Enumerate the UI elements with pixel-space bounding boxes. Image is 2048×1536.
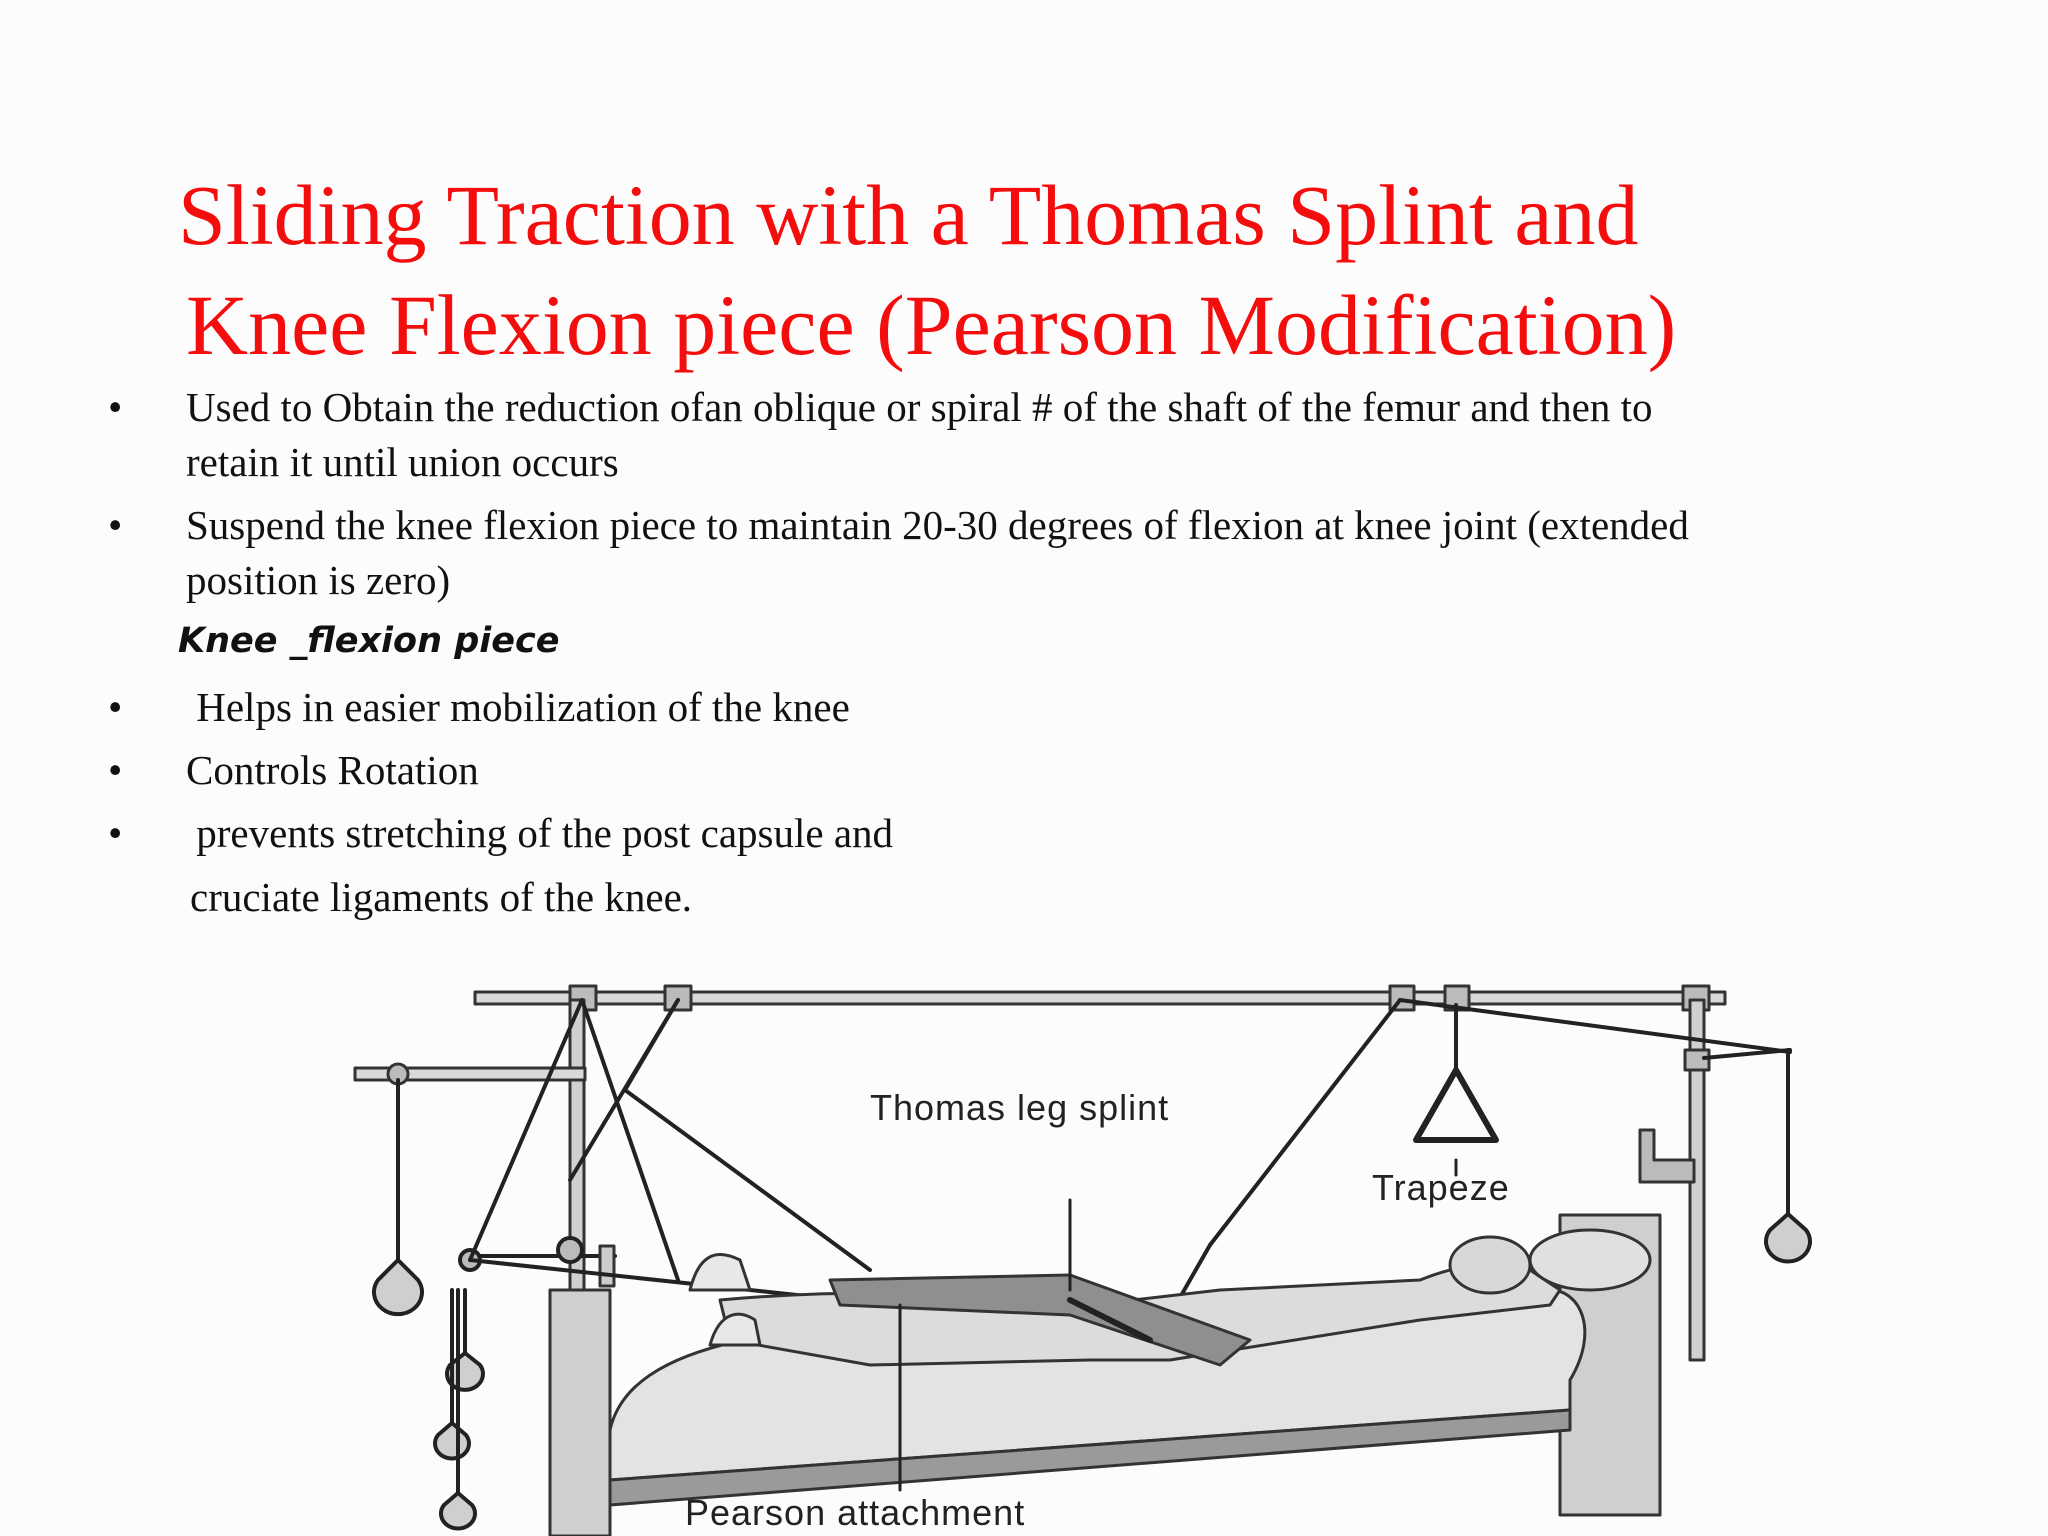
sub-bullet-1: Helps in easier mobilization of the knee bbox=[186, 684, 850, 730]
sub-bullet-2: Controls Rotation bbox=[186, 747, 479, 793]
title-line-1: Sliding Traction with a Thomas Splint and bbox=[178, 167, 1639, 263]
traction-illustration bbox=[270, 960, 1860, 1536]
label-thomas-leg-splint: Thomas leg splint bbox=[870, 1087, 1170, 1128]
bullet-1-line-2: retain it until union occurs bbox=[186, 439, 619, 485]
bullet-marker: • bbox=[108, 502, 123, 548]
bullet-2-line-1: Suspend the knee flexion piece to maintain 20-30 degrees of flexion at knee joint (extended bbox=[186, 502, 1689, 548]
label-trapeze: Trapeze bbox=[1372, 1167, 1510, 1208]
sub-bullet-3-continuation: cruciate ligaments of the knee. bbox=[190, 874, 693, 920]
bullet-marker: • bbox=[108, 810, 123, 856]
label-pearson-attachment: Pearson attachment bbox=[685, 1492, 1026, 1533]
sub-bullet-3: prevents stretching of the post capsule and bbox=[186, 810, 894, 856]
overhead-bar bbox=[475, 992, 1725, 1004]
bullet-marker: • bbox=[108, 384, 123, 430]
subheading: Knee _flexion piece bbox=[178, 621, 560, 661]
bullet-1-line-1: Used to Obtain the reduction ofan oblique or spiral # of the shaft of the femur and then to bbox=[186, 384, 1653, 430]
bed-foot-board bbox=[550, 1290, 610, 1536]
bullet-2-line-2: position is zero) bbox=[186, 557, 451, 603]
bullet-marker: • bbox=[108, 684, 123, 730]
title-line-2: Knee Flexion piece (Pearson Modification) bbox=[186, 277, 1677, 373]
bullet-marker: • bbox=[108, 747, 123, 793]
